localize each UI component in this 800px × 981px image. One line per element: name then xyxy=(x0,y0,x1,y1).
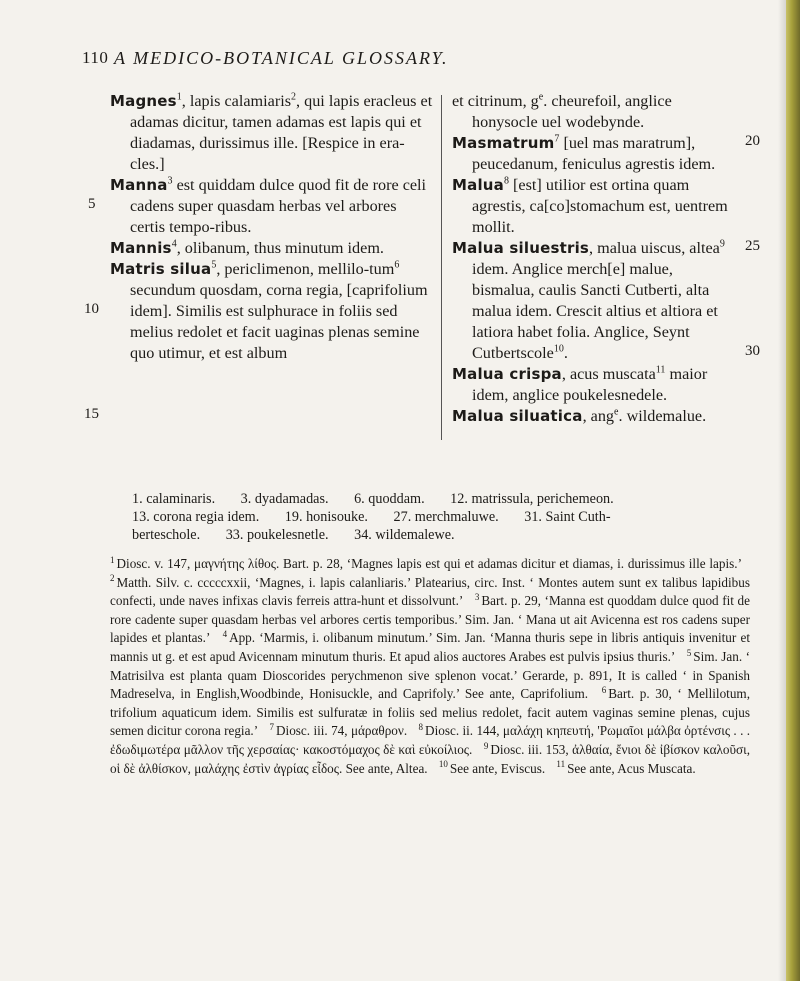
superscript: e xyxy=(614,406,619,418)
entry-text: , acus muscata xyxy=(561,365,656,383)
variant-reading: 3. dyadamadas. xyxy=(240,491,329,507)
footnote-number: 7 xyxy=(269,721,275,732)
running-title: A MEDICO-BOTANICAL GLOSSARY. xyxy=(114,48,449,68)
line-number: 25 xyxy=(745,238,760,254)
footnote-ref: 11 xyxy=(655,364,666,376)
footnote-text: Diosc. ii. 144, μαλάχη κηπευτή, 'Ρωμαῖοι μάλβα ὀρτένσις . . . ἐδωδιμωτέρα μᾶλλον τῆς χερσαίας· κακοστόμαχος δὲ καὶ εὐκοίλιος. xyxy=(110,723,751,757)
footnote-ref: 7 xyxy=(554,133,560,145)
column-divider xyxy=(441,95,442,440)
entry-text: idem. Anglice merch[e] malue, bismalua, caulis Sancti Cutberti, alta malua idem. Crescit altius et altiora et latiora habet folia. Anglice, Seynt Cutbertscole xyxy=(472,260,718,362)
page-header xyxy=(82,48,722,72)
page-gutter-shadow xyxy=(778,0,786,981)
page-edge xyxy=(786,0,800,981)
headword: Mannis xyxy=(110,239,172,257)
footnote-text: App. ‘Marmis, i. olibanum minutum.’ Sim. Jan. ‘Manna thuris sepe in libris antiquis invenitur et mannis ut g. et est apud Avicennam minutum thuris. Et apud alios auctores Arabes est pulvis ipsius thuris.’ xyxy=(110,630,751,664)
entry-text: secundum quosdam, corna regia, [caprifolium idem]. Similis est sulphurace in foliis sed melius redolet et facit uaginas plenas semine quo utimur, et est album xyxy=(130,281,428,362)
footnote-ref: 1 xyxy=(176,91,182,103)
entry-mannis xyxy=(110,238,435,259)
superscript: e xyxy=(538,91,544,103)
footnote-text: Bart. p. 30, ‘ Mellilotum, trifolium aquaticum idem. Similis est sulfuratæ in foliis sed melius redolet, facit autem vaginas semine plenas, cujus semen dicitur corona regia.’ xyxy=(110,686,750,739)
entry-text: . wildemalue. xyxy=(618,407,707,425)
footnote-text: See ante, Acus Muscata. xyxy=(567,760,696,776)
footnote xyxy=(556,761,699,776)
entry-continuation xyxy=(452,91,738,133)
entry-text: maior idem, anglice poukelesnedele. xyxy=(472,365,708,404)
headword: Malua siluatica xyxy=(452,407,583,425)
footnote-ref: 6 xyxy=(394,259,400,271)
footnote xyxy=(110,556,746,571)
entry-text: , ang xyxy=(582,407,615,425)
line-number: 15 xyxy=(84,406,99,422)
footnote-text: Bart. p. 29, ‘Manna est quoddam dulce quod fit de rore cadente super quasdam herbas vel arbores certis temporibus.’ Sim. Jan. ‘ Mana ut ait Avicenna est ros cadens super lapides et plantas.’ xyxy=(110,593,751,646)
variant-row xyxy=(132,508,742,526)
footnote-ref: 3 xyxy=(167,175,173,187)
variant-row xyxy=(132,526,742,544)
footnote-ref: 2 xyxy=(291,91,297,103)
entry-text: , qui lapis eracleus et adamas dicitur, tamen adamas est lapis qui et diadamas, durissimus ille. [Respice in era-cles.] xyxy=(130,92,433,173)
entry-malua xyxy=(452,175,738,238)
entry-text: . xyxy=(563,344,568,362)
footnote-number: 10 xyxy=(438,759,448,770)
entry-manna xyxy=(110,175,435,238)
footnote-ref: 10 xyxy=(553,343,564,355)
headword: Manna xyxy=(110,176,168,194)
footnote-number: 2 xyxy=(110,573,115,584)
entry-text: , olibanum, thus minutum idem. xyxy=(176,239,384,257)
footnote-ref: 8 xyxy=(504,175,509,187)
entry-text: , malua uiscus, altea xyxy=(589,239,720,257)
entry-magnes xyxy=(110,91,435,175)
variant-reading: 6. quoddam. xyxy=(354,491,425,507)
footnote xyxy=(270,723,412,738)
variant-row xyxy=(132,490,742,508)
entry-malua-siluestris xyxy=(452,238,738,364)
footnote-number: 11 xyxy=(556,759,566,770)
footnote-number: 6 xyxy=(601,684,607,695)
entry-matris-silua xyxy=(110,259,435,364)
entry-text: . cheurefoil, anglice honysocle uel wodebynde. xyxy=(472,92,672,131)
variant-reading: 1. calaminaris. xyxy=(132,491,216,507)
variant-readings xyxy=(132,490,742,544)
right-column xyxy=(452,91,738,427)
entry-text: , periclimenon, mellilo-tum xyxy=(216,260,395,278)
line-number: 30 xyxy=(745,343,760,359)
headword: Masmatrum xyxy=(452,134,555,152)
headword: Matris silua xyxy=(110,260,212,278)
entry-malua-siluatica xyxy=(452,406,738,427)
footnote-ref: 4 xyxy=(171,238,177,250)
variant-reading: 34. wildemalewe. xyxy=(354,527,455,543)
footnote xyxy=(439,761,549,776)
footnote-text: Sim. Jan. ‘ Matrisilva est planta quam Dioscorides perychmenon sive splenon vocat.’ Gerarde, p. 891, It is called ‘ in Spanish Madreselva, in English,Woodbinde, Honisuckle, and Caprifoly.’ See ante, Caprifolium. xyxy=(110,648,750,702)
variant-reading: 19. honisouke. xyxy=(284,509,368,525)
footnote-number: 3 xyxy=(474,591,480,602)
entry-text: et citrinum, g xyxy=(452,92,539,110)
footnote-number: 5 xyxy=(686,647,692,658)
variant-reading: 31. Saint Cuth- xyxy=(524,509,611,525)
footnote-ref: 5 xyxy=(211,259,217,271)
headword: Malua crispa xyxy=(452,365,562,383)
variant-reading: 33. poukelesnetle. xyxy=(225,527,329,543)
footnote-text: Matth. Silv. c. cccccxxii, ‘Magnes, i. lapis calanliaris.’ Platearius, circ. Inst. ‘ Montes autem sunt ex talibus lapidibus confecti, unde naves infixas clavis ferreis attra-hunt et dissolvunt.’ xyxy=(110,574,750,609)
page-number: 110 xyxy=(82,48,109,67)
headword: Malua siluestris xyxy=(452,239,590,257)
footnote-text: Diosc. iii. 153, ἀλθαία, ἔνιοι δὲ ἰβίσκον καλοῦσι, οἱ δὲ ἀλθίσκον, μαλάχης ἐστὶν ἀγρίας εἶδος. See ante, Altea. xyxy=(110,741,750,776)
entry-text: [uel mas maratrum], peucedanum, feniculus agrestis idem. xyxy=(472,134,716,173)
footnote-number: 8 xyxy=(418,721,424,732)
variant-reading: berteschole. xyxy=(132,527,201,543)
footnote-number: 1 xyxy=(110,554,115,565)
entry-text: [est] utilior est ortina quam agrestis, ca[co]stomachum est, uentrem mollit. xyxy=(472,176,728,236)
footnote-text: Diosc. iii. 74, μάραθρον. xyxy=(276,723,408,739)
footnote-text: See ante, Eviscus. xyxy=(449,760,546,776)
entry-text: , lapis calamiaris xyxy=(181,92,292,110)
headword: Magnes xyxy=(110,92,177,110)
footnote-ref: 9 xyxy=(719,238,725,250)
footnote-block xyxy=(110,555,750,778)
variant-reading: 12. matrissula, perichemeon. xyxy=(450,491,614,507)
left-column xyxy=(110,91,435,364)
footnote-number: 9 xyxy=(483,740,489,751)
footnote-number: 4 xyxy=(222,628,228,639)
variant-reading: 27. merchmaluwe. xyxy=(393,509,499,525)
entry-malua-crispa xyxy=(452,364,738,406)
variant-reading: 13. corona regia idem. xyxy=(132,509,260,525)
footnotes xyxy=(110,555,750,778)
entry-masmatrum xyxy=(452,133,738,175)
footnote-text: Diosc. v. 147, μαγνήτης λίθος. Bart. p. 28, ‘Magnes lapis est qui et adamas dicitur et diamas, i. durissimus ille lapis.’ xyxy=(116,556,742,571)
entry-text: est quiddam dulce quod fit de rore celi cadens super quasdam herbas vel arbores certis tempo-ribus. xyxy=(130,176,427,236)
headword: Malua xyxy=(452,176,504,194)
line-number: 20 xyxy=(745,133,760,149)
line-number: 5 xyxy=(88,196,96,212)
line-number: 10 xyxy=(84,301,99,317)
